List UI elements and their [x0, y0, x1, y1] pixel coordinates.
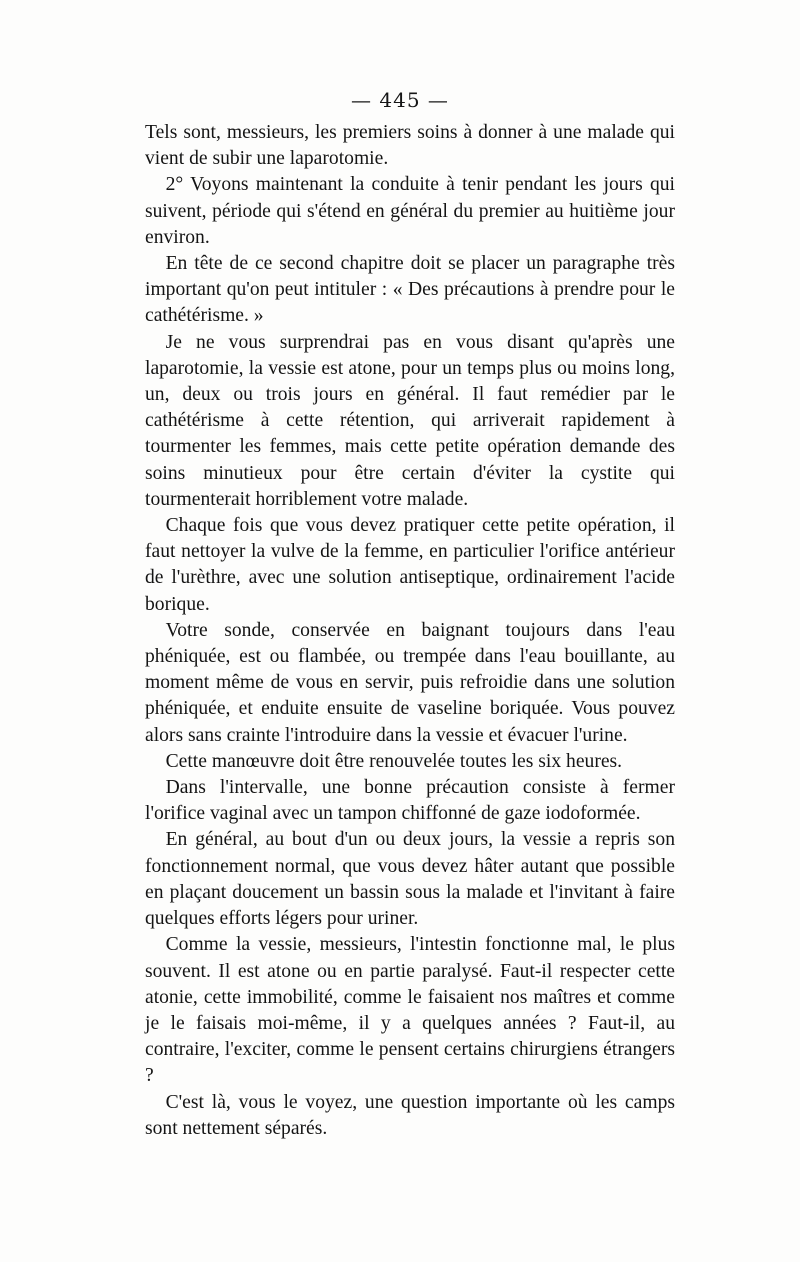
paragraph: En tête de ce second chapitre doit se placer un paragraphe très important qu'on peut intituler : « Des précautions à prendre pour le cathétérisme. »	[145, 253, 675, 327]
paragraph: Chaque fois que vous devez pratiquer cette petite opération, il faut nettoyer la vulve de la femme, en particulier l'orifice antérieur de l'urèthre, avec une solution antiseptique, ordinairement l'acide borique.	[145, 515, 675, 615]
paragraph: Cette manœuvre doit être renouvelée toutes les six heures.	[165, 750, 623, 772]
paragraph: En général, au bout d'un ou deux jours, la vessie a repris son fonctionnement normal, que vous devez hâter autant que possible en plaçant doucement un bassin sous la malade et l'invitant à faire quelques efforts légers pour uriner.	[145, 829, 675, 930]
body-text	[145, 120, 675, 1142]
paragraph: Comme la vessie, messieurs, l'intestin fonctionne mal, le plus souvent. Il est atone ou en partie paralysé. Faut-il respecter cette atonie, cette immobilité, comme le faisaient nos maîtres et comme je le faisais moi-même, il y a quelques années ? Faut-il, au contraire, l'exciter, comme le pensent certains chirurgiens étrangers ?	[145, 934, 675, 1087]
paragraph: Tels sont, messieurs, les premiers soins à donner à une malade qui vient de subir une laparotomie.	[145, 122, 675, 170]
paragraph: C'est là, vous le voyez, une question importante où les camps sont nettement séparés.	[145, 1091, 675, 1139]
paragraph: Je ne vous surprendrai pas en vous disant qu'après une laparotomie, la vessie est atone, pour un temps plus ou moins long, un, deux ou trois jours en général. Il faut remédier par le cathétérisme à cette rétention, qui arriverait rapidement à tourmenter les femmes, mais cette petite opération demande des soins minutieux pour être certain d'éviter la cystite qui tourmenterait horriblement votre malade.	[145, 331, 675, 510]
page-number: — 445 —	[351, 88, 449, 112]
paragraph: Dans l'intervalle, une bonne précaution consiste à fermer l'orifice vaginal avec un tampon chiffonné de gaze iodoformée.	[145, 777, 675, 825]
paragraph: Votre sonde, conservée en baignant toujours dans l'eau phéniquée, est ou flambée, ou trempée dans l'eau bouillante, au moment même de vous en servir, puis refroidie dans une solution phéniquée, et enduite ensuite de vaseline boriquée. Vous pouvez alors sans crainte l'introduire dans la vessie et évacuer l'urine.	[145, 619, 675, 746]
paragraph: 2° Voyons maintenant la conduite à tenir pendant les jours qui suivent, période qui s'étend en général du premier au huitième jour environ.	[145, 174, 675, 248]
